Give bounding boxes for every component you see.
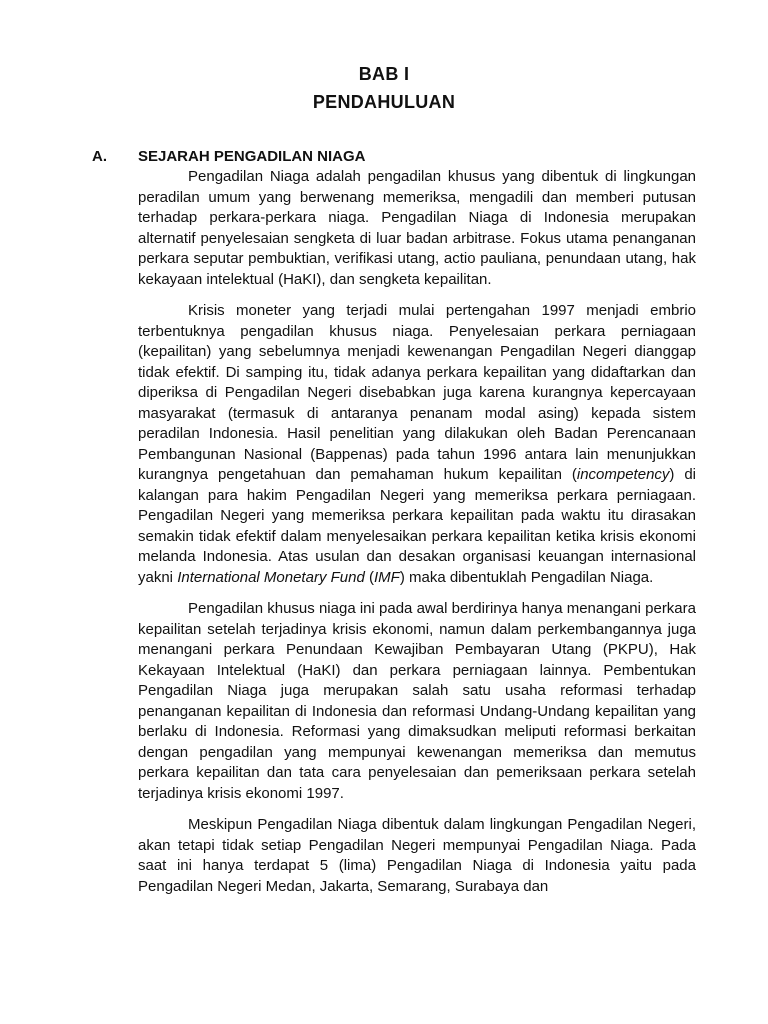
body-text [138,167,696,908]
paragraph-2-italic-imf-full: International Monetary Fund [177,568,365,586]
paragraph-1: Pengadilan Niaga adalah pengadilan khusus yang dibentuk di lingkungan peradilan umum yang berwenang memeriksa, mengadili dan memberi putusan terhadap perkara-perkara niaga. Pengadilan Niaga di Indonesia merupakan alternatif penyelesaian sengketa di luar badan arbitrase. Fokus utama penanganan perkara seputar pembuktian, verifikasi utang, actio pauliana, penundaan utang, hak kekayaan intelektual (HaKI), dan sengketa kepailitan. [138,168,696,288]
chapter-title: PENDAHULUAN [312,92,456,112]
paragraph-2-italic-imf: IMF [373,568,400,586]
paragraph-2-part-a: Krisis moneter yang terjadi mulai pertengahan 1997 menjadi embrio terbentuknya pengadilan khusus niaga. Penyelesaian perkara perniagaan (kepailitan) yang sebelumnya menjadi kewenangan Pengadilan Negeri dianggap tidak efektif. Di samping itu, tidak adanya perkara kepailitan yang didaftarkan dan diperiksa di Pengadilan Negeri disebabkan juga karena kurangnya kepercayaan masyarakat (termasuk di antaranya penanam modal asing) kepada sistem peradilan Indonesia. Hasil penelitian yang dilakukan oleh Badan Perencanaan Pembangunan Nasional (Bappenas) pada tahun 1996 antara lain menunjukkan kurangnya pengetahuan dan pemahaman hukum kepailitan ( [138,302,696,483]
paragraph-4: Meskipun Pengadilan Niaga dibentuk dalam lingkungan Pengadilan Negeri, akan tetapi tidak setiap Pengadilan Negeri mempunyai Pengadilan Niaga. Pada saat ini hanya terdapat 5 (lima) Pengadilan Niaga di Indonesia yaitu pada Pengadilan Negeri Medan, Jakarta, Semarang, Surabaya dan [138,816,696,895]
paragraph-3: Pengadilan khusus niaga ini pada awal berdirinya hanya menangani perkara kepailitan setelah terjadinya krisis ekonomi, namun dalam perkembangannya juga menangani perkara Penundaan Kewajiban Pembayaran Utang (PKPU), Hak Kekayaan Intelektual (HaKI) dan perkara perniagaan lainnya. Pembentukan Pengadilan Niaga juga merupakan salah satu usaha reformasi terhadap penanganan kepailitan di Indonesia dan reformasi Undang-Undang kepailitan yang berlaku di Indonesia. Reformasi yang dimaksudkan meliputi reformasi berkaitan dengan pengadilan yang mempunyai kewenangan memeriksa dan memutus perkara kepailitan dan tata cara penyelesaian dan pemeriksaan perkara setelah terjadinya krisis ekonomi 1997. [138,600,696,802]
paragraph-2-part-c: ( [364,568,374,586]
section-heading [92,148,712,165]
section-title: SEJARAH PENGADILAN NIAGA [138,148,366,165]
section-letter: A. [92,148,107,165]
paragraph-2-part-d: ) maka dibentuklah Pengadilan Niaga. [399,568,654,586]
paragraph-2-italic-incompetency: incompetency [576,466,670,483]
paragraph-2 [138,301,696,588]
paragraph-2-part-b: ) di kalangan para hakim Pengadilan Negeri yang memeriksa perkara perniagaan. Pengadilan Negeri yang memeriksa perkara kepailitan pada waktu itu dirasakan semakin tidak efektif dalam menyelesaikan perkara kepailitan ketika krisis ekonomi melanda Indonesia. Atas usulan dan desakan organisasi keuangan internasional yakni [138,466,696,586]
chapter-number: BAB I [358,64,410,84]
